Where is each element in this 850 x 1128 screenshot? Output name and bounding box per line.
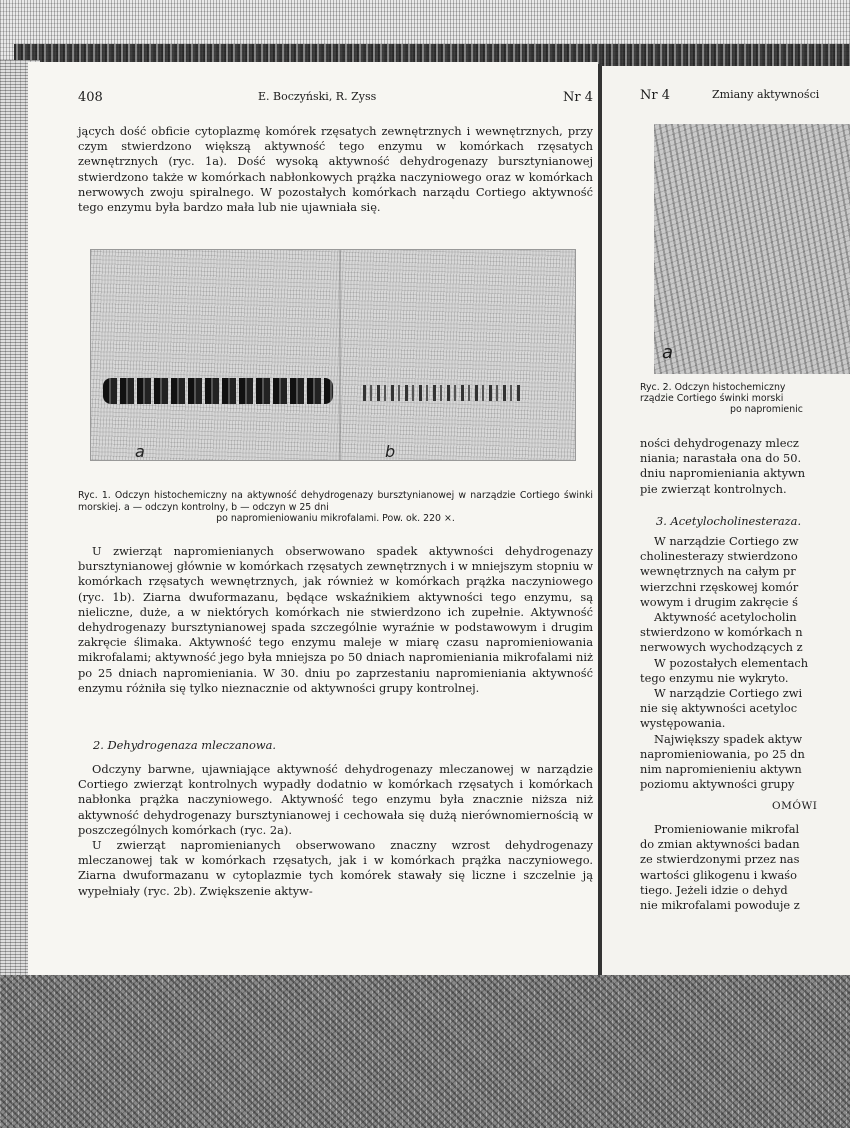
page-number: 408 <box>78 90 103 105</box>
right-text-1 <box>640 436 850 497</box>
text-line: pie zwierząt kontrolnych. <box>640 481 787 496</box>
figure-2-label-a: a <box>662 342 674 363</box>
text-line: do zmian aktywności badan <box>640 837 800 852</box>
stain-band-b <box>363 385 523 401</box>
figure-label-b: b <box>385 442 396 461</box>
text-line: niania; narastała ona do 50. <box>640 451 802 466</box>
caption-main: Ryc. 1. Odczyn histochemiczny na aktywność dehydrogenazy bursztynianowej w narządzie Cortiego świnki morskiej. a — odczyn kontrolny, b — odczyn w 25 dni <box>78 490 593 513</box>
issue-number: Nr 4 <box>563 90 593 105</box>
text-line: nim napromienieniu aktywn <box>640 762 802 777</box>
caption-line: po napromienic <box>730 404 803 415</box>
text-line: występowania. <box>640 716 726 731</box>
figure-divider <box>339 250 341 460</box>
text-line: W narządzie Cortiego zw <box>654 534 799 548</box>
text-line: Największy spadek aktyw <box>654 731 803 746</box>
text-line: cholinesterazy stwierdzono <box>640 549 798 564</box>
text-line: wewnętrznych na całym pr <box>640 564 796 579</box>
text-line: napromieniowania, po 25 dn <box>640 746 805 761</box>
authors: E. Boczyński, R. Zyss <box>258 90 377 103</box>
text-line: wierzchni rzęskowej komór <box>640 579 799 594</box>
text-line: stwierdzono w komórkach n <box>640 625 803 640</box>
figure-1-caption <box>78 490 593 525</box>
text-line: wowym i drugim zakręcie ś <box>640 594 799 609</box>
caption-end: po napromieniowaniu mikrofalami. Pow. ok. 220 ×. <box>216 513 455 524</box>
paragraph-2: U zwierząt napromienianych obserwowano spadek aktywności dehydrogenazy bursztynianowej głównie w komórkach rzęsatych zewnętrznych i w mniejszym stopniu w komórkach rzęsatych wewnętrznych, jak również w komórkach prążka naczyniowego (ryc. 1b). Ziarna dwuformazanu, będące wskaźnikiem aktywności tego enzymu, są nieliczne, duże, a w niektórych komórkach nie stwierdzono ich zupełnie. Aktywność dehydrogenazy bursztynianowej spada szczególnie wyraźnie w podstawowym i drugim zakręcie ślimaka. Aktywność tego enzymu maleje w miarę czasu napromieniowania mikrofalami; aktywność jego była mniejsza po 50 dniach napromieniania mikrofalami niż po 25 dniach napromieniania. W 30. dniu po zaprzestaniu napromieniania aktywność enzymu różniła się tylko nieznacznie od aktywności grupy kontrolnej. <box>78 544 593 695</box>
right-text-2 <box>640 534 850 792</box>
paragraph-1: jących dość obficie cytoplazmę komórek rzęsatych zewnętrznych i wewnętrznych, przy czym stwierdzono większą aktywność tego enzymu w komórkach rzęsatych zewnętrznych (ryc. 1a). Dość wysoką aktywność dehydrogenazy bursztynianowej stwierdzono także w komórkach nabłonkowych prążka naczyniowego oraz w komórkach nerwowych zwoju spiralnego. W pozostałych komórkach narządu Cortiego aktywność tego enzymu była bardzo mała lub nie ujawniała się. <box>78 124 593 215</box>
text-line: ności dehydrogenazy mlecz <box>640 436 799 450</box>
caption-line: Ryc. 2. Odczyn histochemiczny <box>640 382 786 393</box>
section-4-title: OMÓWI <box>772 800 818 812</box>
text-line: Aktywność acetylocholin <box>654 610 797 625</box>
text-line: W narządzie Cortiego zwi <box>654 686 803 701</box>
paragraph-4: U zwierząt napromienianych obserwowano znaczny wzrost dehydrogenazy mleczanowej tak w komórkach rzęsatych, jak i w komórkach prążka naczyniowego. Ziarna dwuformazanu w cytoplazmie tych komórek stawały się liczne i szczelnie ją wypełniały (ryc. 2b). Zwiększenie aktyw- <box>78 838 593 898</box>
text-line: poziomu aktywności grupy <box>640 777 795 792</box>
text-block-3 <box>78 762 593 899</box>
right-text-3 <box>640 822 850 913</box>
text-line: ze stwierdzonymi przez nas <box>640 852 800 867</box>
stain-band-a <box>103 378 333 404</box>
figure-2 <box>654 124 850 374</box>
text-line: nie się aktywności acetyloc <box>640 701 798 716</box>
right-issue-number: Nr 4 <box>640 88 670 103</box>
scan-bottom-border <box>0 975 850 1128</box>
figure-1 <box>90 249 576 461</box>
text-block-1 <box>78 124 593 215</box>
text-line: W pozostałych elementach <box>654 655 809 670</box>
text-block-2 <box>78 544 593 696</box>
caption-line: rządzie Cortiego świnki morski <box>640 393 784 404</box>
figure-2-caption <box>640 382 850 415</box>
text-line: dniu napromieniania aktywn <box>640 466 806 481</box>
right-running-title: Zmiany aktywności <box>712 88 820 101</box>
text-line: tego enzymu nie wykryto. <box>640 670 789 685</box>
text-line: nie mikrofalami powoduje z <box>640 898 800 913</box>
figure-label-a: a <box>135 442 145 461</box>
left-page <box>28 62 598 987</box>
text-line: wartości glikogenu i kwaśo <box>640 867 797 882</box>
text-line: tiego. Jeżeli idzie o dehyd <box>640 882 788 897</box>
running-head <box>78 90 593 108</box>
text-line: Promieniowanie mikrofal <box>654 822 800 836</box>
text-line: nerwowych wychodzących z <box>640 640 803 655</box>
section-2-title: 2. Dehydrogenaza mleczanowa. <box>93 738 277 752</box>
right-page <box>600 66 850 978</box>
section-3-title: 3. Acetylocholinesteraza. <box>656 514 802 528</box>
paragraph-3: Odczyny barwne, ujawniające aktywność dehydrogenazy mleczanowej w narządzie Cortiego zwierząt kontrolnych wypadły dodatnio w komórkach rzęsatych i komórkach nabłonka prążka naczyniowego. Aktywność tego enzymu była znacznie niższa niż aktywność dehydrogenazy bursztynianowej i cechowała się dużą nierównomiernością w poszczególnych komórkach (ryc. 2a). <box>78 762 593 837</box>
